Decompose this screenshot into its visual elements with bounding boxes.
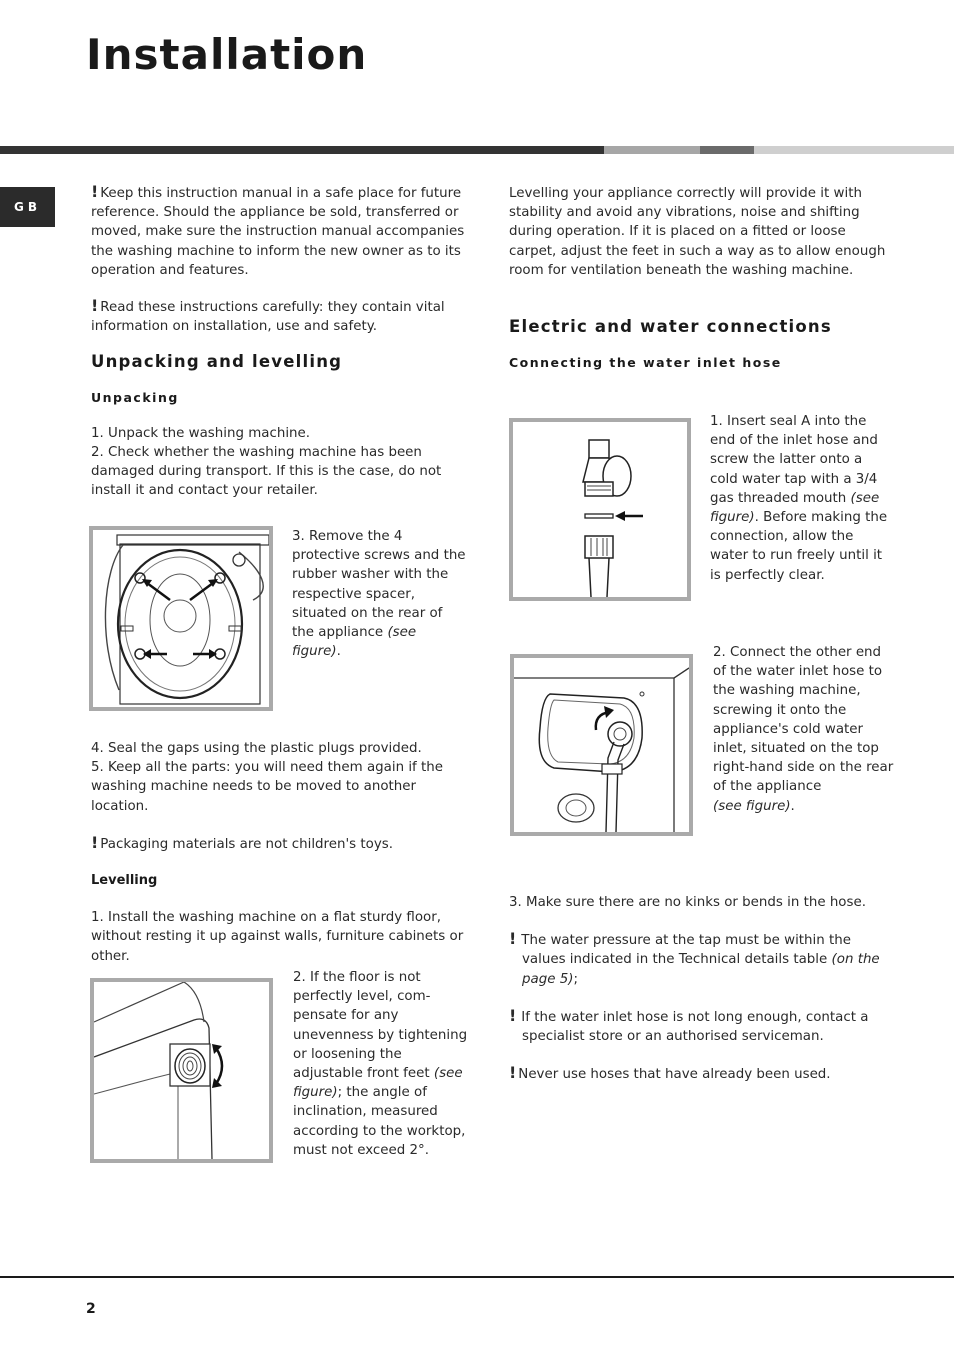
header-bar-light <box>754 146 954 154</box>
step-adjust-feet: 2. If the floor is not perfectly level, com-pensate for any unevenness by tightening or loosening the adjustable front feet (see figure); the angle of inclination, measured according to the worktop, must not exceed 2°. <box>293 970 468 1158</box>
page-title: Installation <box>86 30 368 79</box>
warning-icon: ! <box>509 929 517 949</box>
warning-icon: ! <box>509 1005 517 1025</box>
warning-icon: ! <box>509 1063 517 1083</box>
figure-adjustable-foot <box>90 978 273 1163</box>
tap-and-hose-illustration <box>513 422 687 597</box>
warning-icon: ! <box>91 296 99 316</box>
step-adjust-feet-text <box>293 968 471 1160</box>
step-remove-screws-text <box>292 527 468 661</box>
washing-machine-rear-illustration <box>93 530 269 707</box>
warning-icon: ! <box>91 182 99 201</box>
warning-icon: ! <box>91 832 99 852</box>
section-title-connections: Electric and water connections <box>509 317 832 337</box>
left-column-top <box>91 184 471 501</box>
note-used-hoses: ! Never use hoses that have already been used. <box>509 1063 831 1083</box>
step-check-damage: 2. Check whether the washing machine has been damaged during transport. If this is the case, do not install it and contact your retailer. <box>91 445 442 499</box>
step-unpack: 1. Unpack the washing machine. <box>91 425 311 441</box>
step-insert-seal: 1. Insert seal A into the end of the inlet hose and screw the latter onto a cold water tap with a 3/4 gas threaded mouth (see figure). Before making the connection, allow the water to run freely until it is perfectly clear. <box>710 414 888 583</box>
figure-tap-connection <box>509 418 691 601</box>
step-connect-machine-a: 2. Connect the other end of the water inlet hose to the washing machine, <box>713 645 883 699</box>
note-keep-manual: ! Keep this instruction manual in a safe place for future reference. Should the appliance be sold, transferred or moved, make sure the instruction manual accompanies the washing machine to inform the new owner as to its operation and features. <box>91 182 465 278</box>
note-read-instructions: ! Read these instructions carefully: they contain vital information on installation, use and safety. <box>91 296 445 335</box>
step-connect-machine-text <box>713 643 895 816</box>
right-column-bottom <box>509 893 889 1084</box>
step-remove-screws: 3. Remove the 4 protective screws and the rubber washer with the respective spacer, situated on the rear of the appliance (see figure). <box>292 529 466 660</box>
footer-divider <box>0 1276 954 1278</box>
step-install-flat-floor: 1. Install the washing machine on a flat sturdy floor, without resting it up against walls, furniture cabinets or other. <box>91 910 464 964</box>
subsection-title-unpacking: Unpacking <box>91 389 179 405</box>
language-tab: GB <box>0 187 55 227</box>
step-no-kinks: 3. Make sure there are no kinks or bends in the hose. <box>509 895 866 910</box>
note-hose-length: ! If the water inlet hose is not long enough, contact a specialist store or an authorised serviceman. <box>509 1005 869 1045</box>
figure-rear-screws <box>89 526 273 711</box>
levelling-intro: Levelling your appliance correctly will provide it with stability and avoid any vibrations, noise and shifting during operation. If it is placed on a fitted or loose carpet, adjust the feet in such a way as to allow enough room for ventilation beneath the washing machine. <box>509 186 886 278</box>
section-title-unpacking-levelling: Unpacking and levelling <box>91 352 343 372</box>
step-seal-gaps: 4. Seal the gaps using the plastic plugs provided. <box>91 741 422 756</box>
left-column-middle <box>91 739 471 966</box>
step-keep-parts: 5. Keep all the parts: you will need them again if the washing machine needs to be moved to another location. <box>91 760 443 814</box>
machine-water-inlet-illustration <box>514 658 689 832</box>
step-insert-seal-text <box>710 412 892 585</box>
note-packaging: ! Packaging materials are not children's toys. <box>91 832 393 852</box>
subsection-title-levelling: Levelling <box>91 873 158 889</box>
subsection-title-inlet-hose: Connecting the water inlet hose <box>509 355 782 371</box>
page-number: 2 <box>86 1301 96 1317</box>
figure-machine-inlet <box>510 654 693 836</box>
step-connect-machine-b: screwing it onto the appliance's cold water inlet, situated on the top right-hand side on the rear of the appliance (see figure). <box>713 702 894 814</box>
right-column-top <box>509 184 889 372</box>
note-water-pressure: ! The water pressure at the tap must be within the values indicated in the Technical details table (on the page 5); <box>509 929 880 987</box>
adjustable-foot-illustration <box>94 982 269 1159</box>
header-bar-mid <box>604 146 700 154</box>
header-bar-dark2 <box>700 146 754 154</box>
header-bar-dark <box>0 146 604 154</box>
